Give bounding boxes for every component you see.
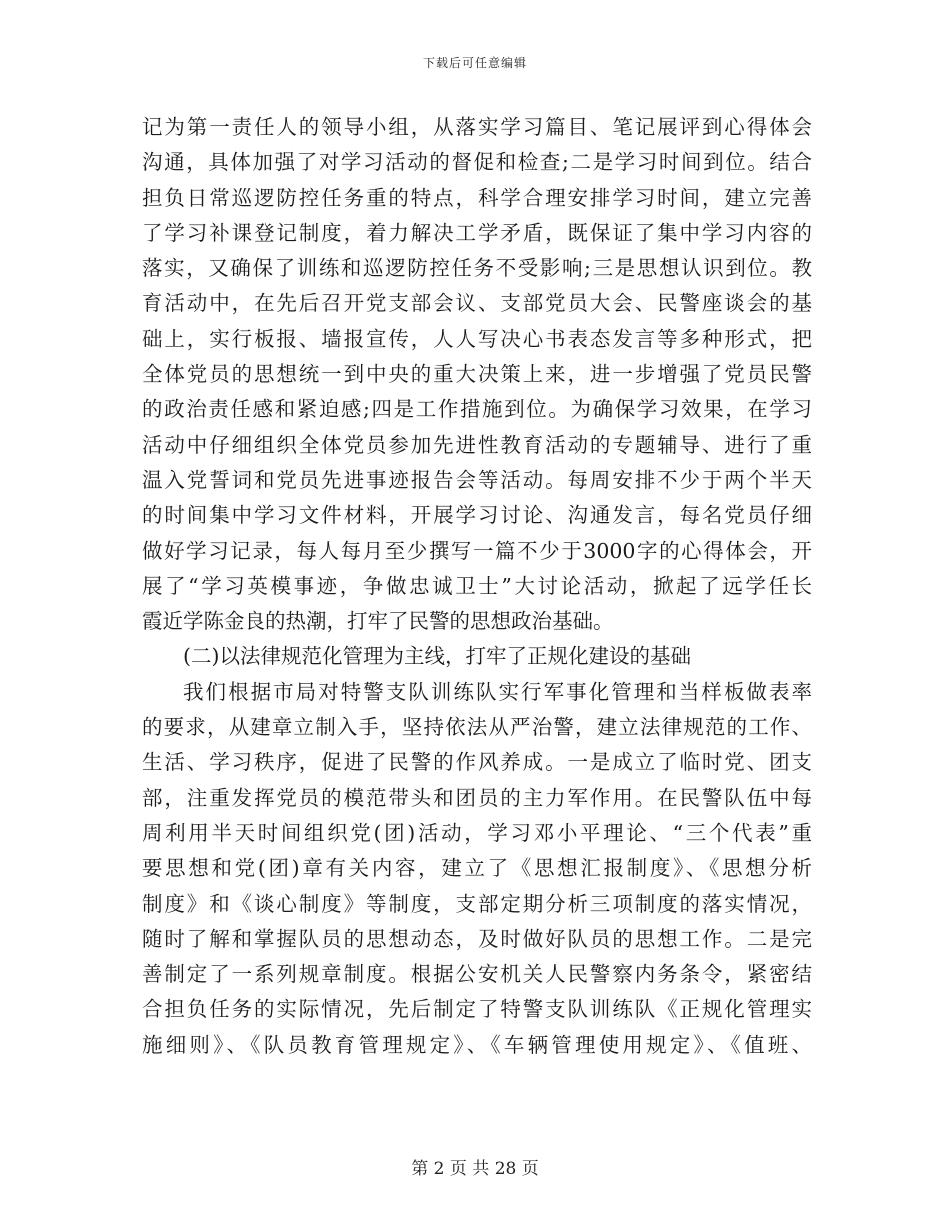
text-line: 展了“学习英模事迹，争做忠诚卫士”大讨论活动，掀起了远学任长 <box>142 573 812 598</box>
text-line: 合担负任务的实际情况，先后制定了特警支队训练队《正规化管理实 <box>142 997 812 1022</box>
text-line: 的时间集中学习文件材料，开展学习讨论、沟通发言，每名党员仔细 <box>142 503 812 528</box>
text-line: 部，注重发挥党员的模范带头和团员的主力军作用。在民警队伍中每 <box>142 785 812 810</box>
section-heading: (二)以法律规范化管理为主线，打牢了正规化建设的基础 <box>183 644 691 669</box>
text-line: 育活动中，在先后召开党支部会议、支部党员大会、民警座谈会的基 <box>142 291 812 316</box>
text-line: 活动中仔细组织全体党员参加先进性教育活动的专题辅导、进行了重 <box>142 432 812 457</box>
text-line: 施细则》、《队员教育管理规定》、《车辆管理使用规定》、《值班、 <box>142 1032 812 1057</box>
text-line: 善制定了一系列规章制度。根据公安机关人民警察内务条令，紧密结 <box>142 962 812 987</box>
text-line: 全体党员的思想统一到中央的重大决策上来，进一步增强了党员民警 <box>142 362 812 387</box>
text-line: 记为第一责任人的领导小组，从落实学习篇目、笔记展评到心得体会 <box>142 115 812 139</box>
text-line: 制度》和《谈心制度》等制度，支部定期分析三项制度的落实情况， <box>142 891 812 916</box>
page-header: 下载后可任意编辑 <box>422 56 527 70</box>
text-line: 随时了解和掌握队员的思想动态，及时做好队员的思想工作。二是完 <box>142 926 812 951</box>
text-line: 的政治责任感和紧迫感;四是工作措施到位。为确保学习效果，在学习 <box>142 397 812 422</box>
text-line: 的要求，从建章立制入手，坚持依法从严治警，建立法律规范的工作、 <box>142 715 812 740</box>
text-line: 要思想和党(团)章有关内容，建立了《思想汇报制度》、《思想分析 <box>142 856 812 881</box>
text-line: 周利用半天时间组织党(团)活动，学习邓小平理论、“三个代表”重 <box>142 820 812 845</box>
text-line: 沟通，具体加强了对学习活动的督促和检查;二是学习时间到位。结合 <box>142 150 812 175</box>
paragraph-end-line: 霞近学陈金良的热潮，打牢了民警的思想政治基础。 <box>142 609 614 634</box>
text-line: 础上，实行板报、墙报宣传，人人写决心书表态发言等多种形式，把 <box>142 326 812 351</box>
text-line: 了学习补课登记制度，着力解决工学矛盾，既保证了集中学习内容的 <box>142 220 812 245</box>
paragraph-first-line: 我们根据市局对特警支队训练队实行军事化管理和当样板做表率 <box>183 679 812 704</box>
text-line: 温入党誓词和党员先进事迹报告会等活动。每周安排不少于两个半天 <box>142 467 812 492</box>
text-line: 生活、学习秩序，促进了民警的作风养成。一是成立了临时党、团支 <box>142 750 812 775</box>
page-number: 第 2 页 共 28 页 <box>411 1159 539 1179</box>
text-line: 担负日常巡逻防控任务重的特点，科学合理安排学习时间，建立完善 <box>142 185 812 210</box>
text-line: 做好学习记录，每人每月至少撰写一篇不少于3000字的心得体会，开 <box>142 538 812 563</box>
document-body <box>142 110 812 1063</box>
text-line: 落实，又确保了训练和巡逻防控任务不受影响;三是思想认识到位。教 <box>142 256 812 281</box>
